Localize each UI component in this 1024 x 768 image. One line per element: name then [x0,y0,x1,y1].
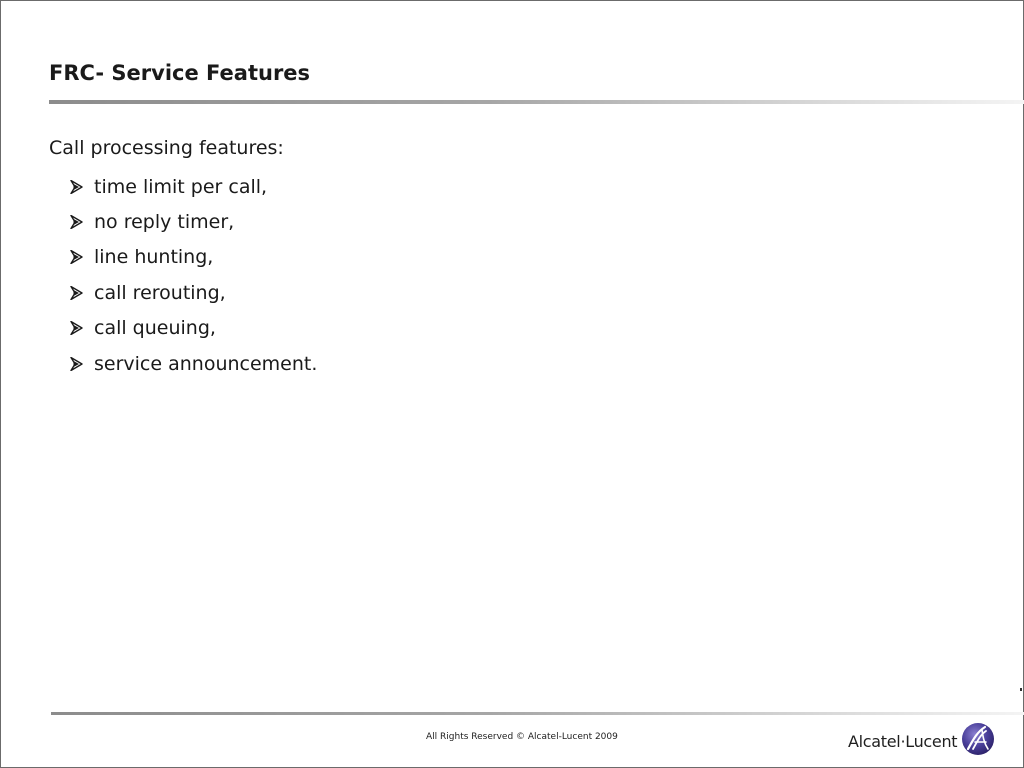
edge-mark [1020,688,1022,691]
slide-body [49,134,317,381]
bullet-list [49,169,317,381]
bullet-text: time limit per call, [94,175,268,198]
list-item [49,204,317,239]
bullet-text: no reply timer, [94,211,235,234]
intro-text: Call processing features: [49,137,284,159]
company-logo [848,722,995,760]
arrow-bullet-icon [70,215,94,229]
bullet-text: line hunting, [94,246,214,269]
list-item [49,311,317,346]
list-item [49,346,317,381]
bullet-text: call rerouting, [94,281,226,304]
list-item [49,169,317,204]
arrow-bullet-icon [70,180,94,194]
alcatel-lucent-logo-icon [961,722,995,760]
arrow-bullet-icon [70,286,94,300]
logo-wordmark: Alcatel·Lucent [848,731,958,751]
bullet-text: service announcement. [94,352,318,375]
arrow-bullet-icon [70,321,94,335]
bullet-text: call queuing, [94,317,216,340]
slide-title: FRC- Service Features [49,61,311,85]
title-divider [49,100,1024,104]
footer-divider [51,712,1024,715]
arrow-bullet-icon [70,250,94,264]
arrow-bullet-icon [70,357,94,371]
list-item [49,240,317,275]
copyright-text: All Rights Reserved © Alcatel-Lucent 2009 [426,732,618,742]
list-item [49,275,317,310]
